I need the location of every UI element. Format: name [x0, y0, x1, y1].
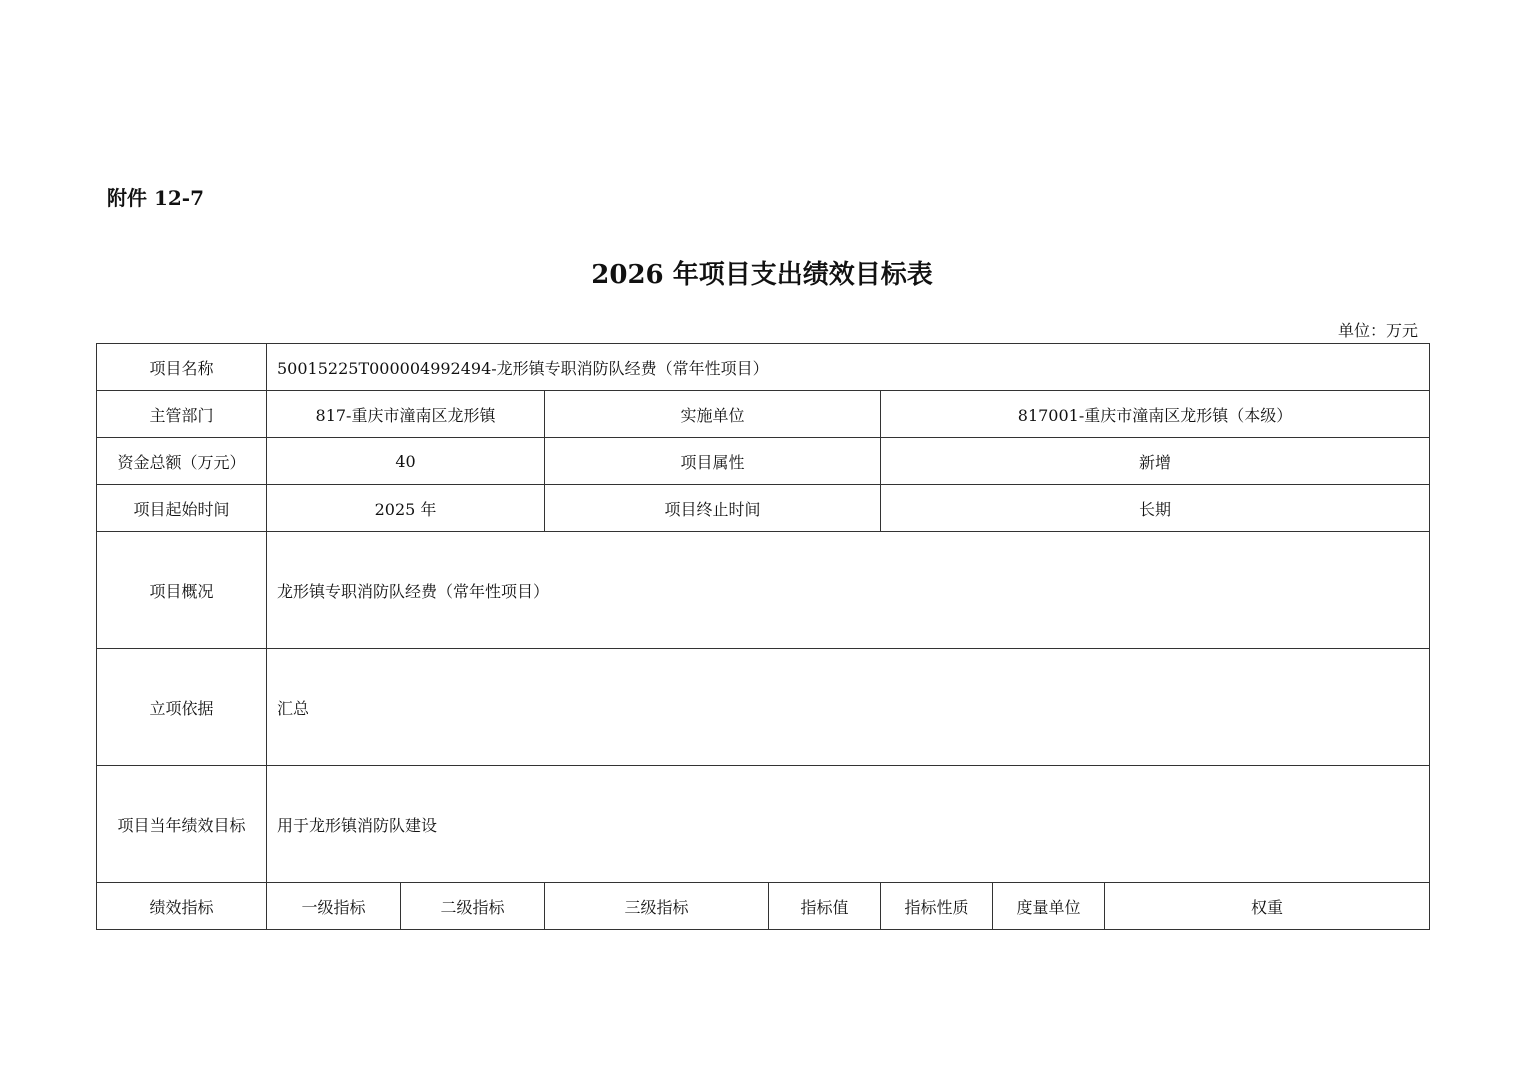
row-basis: [97, 649, 1430, 766]
impl-unit-value: 817001-重庆市潼南区龙形镇（本级）: [881, 391, 1430, 438]
end-label: 项目终止时间: [545, 485, 881, 532]
row-goal: [97, 766, 1430, 883]
page-title: 2026 年项目支出绩效目标表: [591, 260, 933, 290]
row-indicator-header: [97, 883, 1430, 930]
start-value: 2025 年: [267, 485, 545, 532]
performance-target-table: [96, 343, 1430, 930]
col-unit: 度量单位: [993, 883, 1105, 930]
col-nature: 指标性质: [881, 883, 993, 930]
dept-value: 817-重庆市潼南区龙形镇: [267, 391, 545, 438]
end-value: 长期: [881, 485, 1430, 532]
overview-label: 项目概况: [97, 532, 267, 649]
project-name-value: 50015225T000004992494-龙形镇专职消防队经费（常年性项目）: [267, 344, 1430, 391]
impl-unit-label: 实施单位: [545, 391, 881, 438]
unit-label: 单位：万元: [1337, 321, 1418, 340]
goal-label: 项目当年绩效目标: [97, 766, 267, 883]
funds-value: 40: [267, 438, 545, 485]
attachment-label: 附件 12-7: [107, 186, 205, 210]
col-level1: 一级指标: [267, 883, 401, 930]
row-period: [97, 485, 1430, 532]
basis-label: 立项依据: [97, 649, 267, 766]
funds-label: 资金总额（万元）: [97, 438, 267, 485]
goal-value: 用于龙形镇消防队建设: [267, 766, 1430, 883]
project-name-label: 项目名称: [97, 344, 267, 391]
attribute-label: 项目属性: [545, 438, 881, 485]
start-label: 项目起始时间: [97, 485, 267, 532]
overview-value: 龙形镇专职消防队经费（常年性项目）: [267, 532, 1430, 649]
col-level3: 三级指标: [545, 883, 769, 930]
indicator-label: 绩效指标: [97, 883, 267, 930]
row-project-name: [97, 344, 1430, 391]
dept-label: 主管部门: [97, 391, 267, 438]
col-weight: 权重: [1105, 883, 1430, 930]
row-department: [97, 391, 1430, 438]
col-target-value: 指标值: [769, 883, 881, 930]
basis-value: 汇总: [267, 649, 1430, 766]
row-funds: [97, 438, 1430, 485]
row-overview: [97, 532, 1430, 649]
col-level2: 二级指标: [401, 883, 545, 930]
attribute-value: 新增: [881, 438, 1430, 485]
